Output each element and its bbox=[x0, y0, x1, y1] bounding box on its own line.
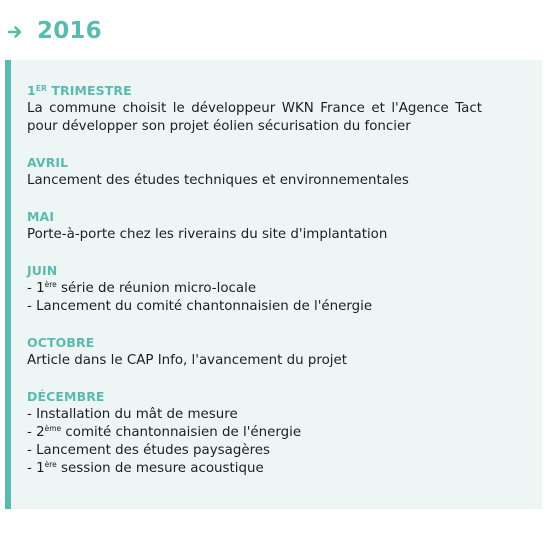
entry-text bbox=[27, 100, 482, 136]
timeline-entry-first-quarter bbox=[27, 82, 482, 136]
entry-line: La commune choisit le développeur WKN France et l'Agence Tact bbox=[27, 101, 482, 116]
timeline-entries bbox=[27, 82, 482, 496]
entry-title: 1ER TRIMESTRE bbox=[27, 83, 132, 98]
entry-list-item: - Lancement du comité chantonnaisien de l'énergie bbox=[27, 299, 373, 314]
timeline-bar bbox=[5, 60, 11, 509]
timeline-entry-avril bbox=[27, 154, 482, 190]
timeline-panel bbox=[5, 60, 542, 509]
year-title: 2016 bbox=[37, 18, 102, 44]
entry-list-item: - 1ère série de réunion micro-locale bbox=[27, 280, 257, 296]
entry-line: Lancement des études techniques et environnementales bbox=[27, 173, 409, 188]
entry-line: Article dans le CAP Info, l'avancement du projet bbox=[27, 353, 348, 368]
timeline-entry-juin bbox=[27, 262, 482, 316]
entry-title: MAI bbox=[27, 209, 55, 224]
entry-line: Porte-à-porte chez les riverains du site d'implantation bbox=[27, 227, 388, 242]
entry-title: JUIN bbox=[27, 263, 58, 278]
entry-list-item: - 1ère session de mesure acoustique bbox=[27, 460, 264, 476]
entry-list-item: - Installation du mât de mesure bbox=[27, 407, 238, 422]
entry-title: OCTOBRE bbox=[27, 335, 95, 350]
timeline-entry-octobre bbox=[27, 334, 482, 370]
entry-list-item: - 2ème comité chantonnaisien de l'énergie bbox=[27, 424, 302, 440]
entry-title: DÉCEMBRE bbox=[27, 389, 105, 404]
entry-title: AVRIL bbox=[27, 155, 69, 170]
entry-line: pour développer son projet éolien sécurisation du foncier bbox=[27, 119, 411, 134]
timeline-entry-mai bbox=[27, 208, 482, 244]
entry-list-item: - Lancement des études paysagères bbox=[27, 443, 271, 458]
arrow-right-icon bbox=[7, 24, 23, 40]
timeline-entry-decembre bbox=[27, 388, 482, 478]
